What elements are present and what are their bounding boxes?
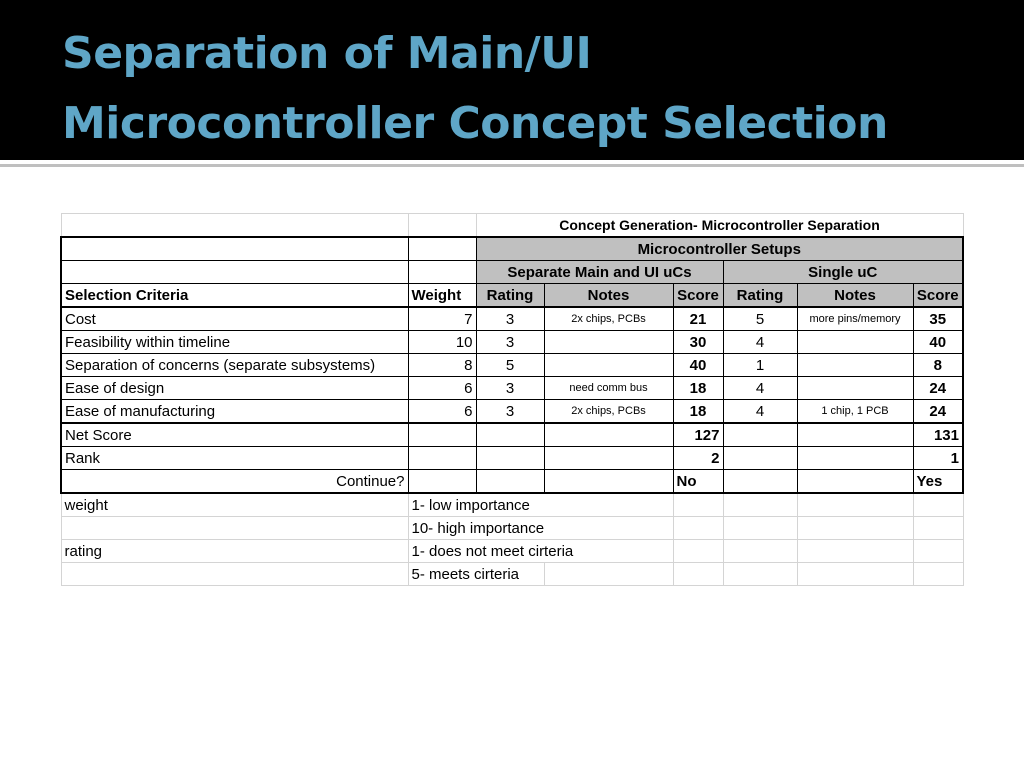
a-rating-cell: 3 xyxy=(476,331,544,354)
weight-cell: 6 xyxy=(408,377,476,400)
table-caption: Concept Generation- Microcontroller Separation xyxy=(476,214,963,238)
col-header-criteria: Selection Criteria xyxy=(61,284,408,308)
blank-cell xyxy=(913,493,963,517)
blank-cell xyxy=(673,493,723,517)
col-header-b-rating: Rating xyxy=(723,284,797,308)
col-header-weight: Weight xyxy=(408,284,476,308)
b-rating-cell: 4 xyxy=(723,377,797,400)
col-header-a-notes: Notes xyxy=(544,284,673,308)
title-divider xyxy=(0,164,1024,167)
slide-title-line-2: Microcontroller Concept Selection xyxy=(62,98,888,149)
continue-row xyxy=(61,470,963,494)
legend-meaning: 1- low importance xyxy=(408,493,673,517)
b-notes-cell xyxy=(797,377,913,400)
blank-cell xyxy=(544,423,673,447)
blank-cell xyxy=(797,563,913,586)
legend-term xyxy=(61,517,408,540)
weight-cell: 8 xyxy=(408,354,476,377)
b-notes-cell: more pins/memory xyxy=(797,307,913,331)
blank-cell xyxy=(723,493,797,517)
continue-a: No xyxy=(673,470,723,494)
table-row xyxy=(61,331,963,354)
table-row xyxy=(61,307,963,331)
criterion-cell: Ease of design xyxy=(61,377,408,400)
rank-b: 1 xyxy=(913,447,963,470)
legend-row xyxy=(61,517,963,540)
blank-cell xyxy=(723,447,797,470)
col-header-b-score: Score xyxy=(913,284,963,308)
blank-cell xyxy=(723,517,797,540)
col-header-a-score: Score xyxy=(673,284,723,308)
blank-cell xyxy=(544,470,673,494)
blank-cell xyxy=(797,540,913,563)
blank-cell xyxy=(61,237,408,261)
b-score-cell: 40 xyxy=(913,331,963,354)
blank-cell xyxy=(61,214,408,238)
a-notes-cell: 2x chips, PCBs xyxy=(544,307,673,331)
table-row xyxy=(61,400,963,424)
criterion-cell: Feasibility within timeline xyxy=(61,331,408,354)
b-rating-cell: 4 xyxy=(723,331,797,354)
b-notes-cell xyxy=(797,354,913,377)
blank-cell xyxy=(913,563,963,586)
net-score-row xyxy=(61,423,963,447)
b-rating-cell: 4 xyxy=(723,400,797,424)
blank-cell xyxy=(408,237,476,261)
legend-term xyxy=(61,563,408,586)
a-notes-cell xyxy=(544,354,673,377)
table-row xyxy=(61,377,963,400)
criterion-cell: Separation of concerns (separate subsystems) xyxy=(61,354,408,377)
blank-cell xyxy=(408,470,476,494)
blank-cell xyxy=(408,447,476,470)
blank-cell xyxy=(673,540,723,563)
blank-cell xyxy=(544,447,673,470)
a-rating-cell: 3 xyxy=(476,400,544,424)
b-rating-cell: 1 xyxy=(723,354,797,377)
blank-cell xyxy=(673,563,723,586)
a-rating-cell: 3 xyxy=(476,307,544,331)
continue-b: Yes xyxy=(913,470,963,494)
rank-a: 2 xyxy=(673,447,723,470)
concept-b-header: Single uC xyxy=(723,261,963,284)
continue-label: Continue? xyxy=(61,470,408,494)
a-score-cell: 30 xyxy=(673,331,723,354)
a-score-cell: 18 xyxy=(673,400,723,424)
blank-cell xyxy=(913,540,963,563)
col-header-a-rating: Rating xyxy=(476,284,544,308)
a-rating-cell: 5 xyxy=(476,354,544,377)
legend-row xyxy=(61,540,963,563)
criterion-cell: Cost xyxy=(61,307,408,331)
concept-a-header: Separate Main and UI uCs xyxy=(476,261,723,284)
rank-label: Rank xyxy=(61,447,408,470)
blank-cell xyxy=(913,517,963,540)
legend-row xyxy=(61,563,963,586)
legend-term: rating xyxy=(61,540,408,563)
a-score-cell: 40 xyxy=(673,354,723,377)
b-score-cell: 24 xyxy=(913,400,963,424)
blank-cell xyxy=(797,493,913,517)
criterion-cell: Ease of manufacturing xyxy=(61,400,408,424)
legend-row xyxy=(61,493,963,517)
a-score-cell: 21 xyxy=(673,307,723,331)
net-score-a: 127 xyxy=(673,423,723,447)
blank-cell xyxy=(476,423,544,447)
blank-cell xyxy=(408,261,476,284)
blank-cell xyxy=(723,423,797,447)
rank-row xyxy=(61,447,963,470)
concept-selection-table xyxy=(60,213,964,586)
blank-cell xyxy=(797,423,913,447)
blank-cell xyxy=(797,447,913,470)
blank-cell xyxy=(544,563,673,586)
slide-title-line-1: Separation of Main/UI xyxy=(62,28,592,79)
blank-cell xyxy=(797,517,913,540)
a-rating-cell: 3 xyxy=(476,377,544,400)
blank-cell xyxy=(673,517,723,540)
group-header: Microcontroller Setups xyxy=(476,237,963,261)
a-notes-cell: 2x chips, PCBs xyxy=(544,400,673,424)
b-score-cell: 35 xyxy=(913,307,963,331)
blank-cell xyxy=(723,540,797,563)
weight-cell: 6 xyxy=(408,400,476,424)
b-notes-cell xyxy=(797,331,913,354)
title-band xyxy=(0,0,1024,160)
b-notes-cell: 1 chip, 1 PCB xyxy=(797,400,913,424)
a-notes-cell xyxy=(544,331,673,354)
net-score-b: 131 xyxy=(913,423,963,447)
blank-cell xyxy=(408,214,476,238)
legend-meaning: 10- high importance xyxy=(408,517,673,540)
table-row xyxy=(61,354,963,377)
blank-cell xyxy=(476,470,544,494)
legend-term: weight xyxy=(61,493,408,517)
col-header-b-notes: Notes xyxy=(797,284,913,308)
net-score-label: Net Score xyxy=(61,423,408,447)
b-rating-cell: 5 xyxy=(723,307,797,331)
weight-cell: 7 xyxy=(408,307,476,331)
blank-cell xyxy=(408,423,476,447)
legend-meaning: 1- does not meet cirteria xyxy=(408,540,673,563)
legend-meaning: 5- meets cirteria xyxy=(408,563,544,586)
weight-cell: 10 xyxy=(408,331,476,354)
b-score-cell: 24 xyxy=(913,377,963,400)
b-score-cell: 8 xyxy=(913,354,963,377)
a-score-cell: 18 xyxy=(673,377,723,400)
blank-cell xyxy=(797,470,913,494)
blank-cell xyxy=(723,470,797,494)
a-notes-cell: need comm bus xyxy=(544,377,673,400)
blank-cell xyxy=(476,447,544,470)
blank-cell xyxy=(61,261,408,284)
blank-cell xyxy=(723,563,797,586)
